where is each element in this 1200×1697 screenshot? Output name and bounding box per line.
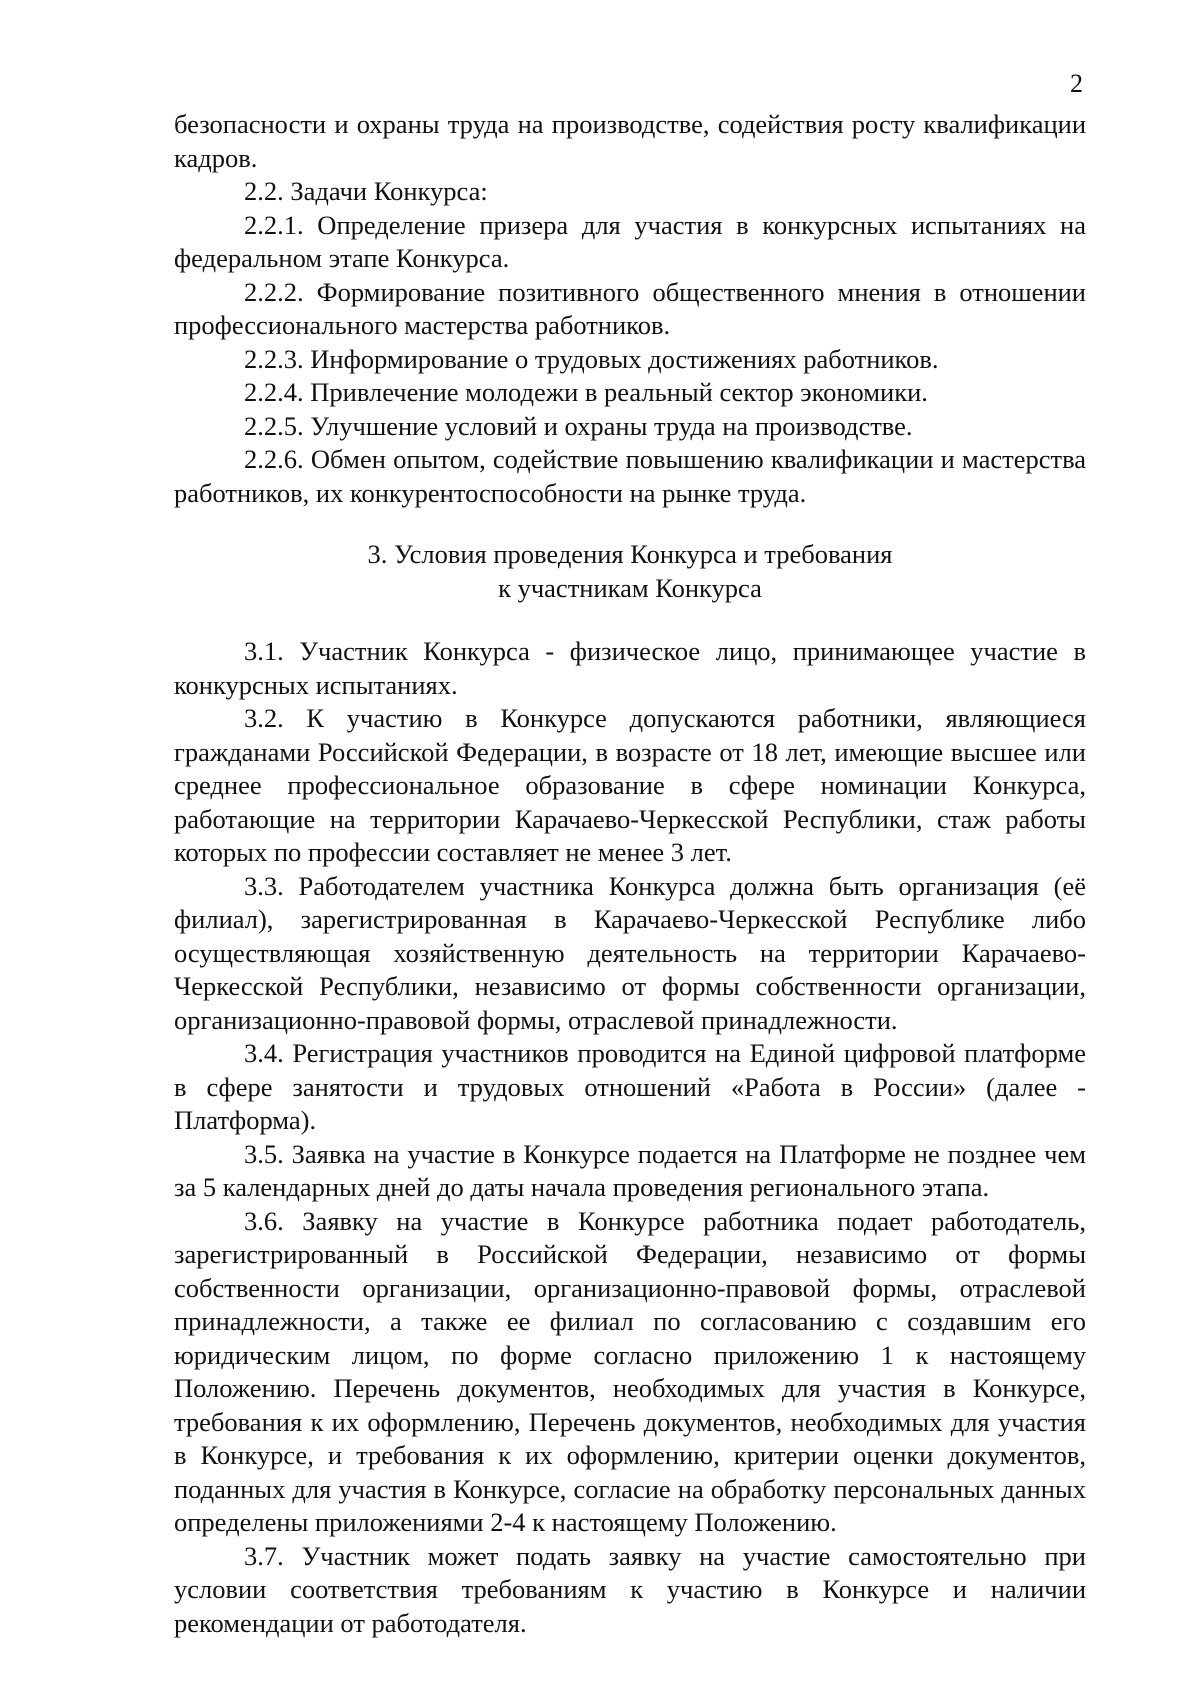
paragraph-2-2: 2.2. Задачи Конкурса: [244, 176, 488, 206]
paragraph-2-2-1: 2.2.1. Определение призера для участия в конкурсных испытаниях на федеральном этапе Конкурса. [174, 209, 1086, 273]
paragraph-2-2-4: 2.2.4. Привлечение молодежи в реальный сектор экономики. [244, 377, 928, 407]
paragraph-2-2-2: 2.2.2. Формирование позитивного общественного мнения в отношении профессионального мастерства работников. [174, 276, 1086, 340]
paragraph-continuation: безопасности и охраны труда на производстве, содействия росту квалификации кадров. [174, 109, 1086, 173]
section-heading [174, 538, 1086, 605]
paragraph-2-2-3: 2.2.3. Информирование о трудовых достижениях работников. [244, 343, 939, 374]
paragraph-3-7: 3.7. Участник может подать заявку на участие самостоятельно при условии соответствия требованиям к участию в Конкурсе и наличии рекомендации от работодателя. [174, 1540, 1086, 1638]
paragraph-3-4: 3.4. Регистрация участников проводится на Единой цифровой платформе в сфере занятости и трудовых отношений «Работа в России» (далее - Платформа). [174, 1038, 1086, 1135]
section-heading-line-2: к участникам Конкурса [498, 572, 762, 603]
paragraph-3-5: 3.5. Заявка на участие в Конкурсе подается на Платформе не позднее чем за 5 календарных дней до даты начала проведения регионального этапа. [174, 1138, 1086, 1202]
paragraph-2-2-5: 2.2.5. Улучшение условий и охраны труда на производстве. [244, 410, 913, 441]
paragraph-3-1: 3.1. Участник Конкурса - физическое лицо, принимающее участие в конкурсных испытаниях. [174, 636, 1086, 700]
paragraph-3-3: 3.3. Работодателем участника Конкурса должна быть организация (её филиал), зарегистрированная в Карачаево-Черкесской Республике либо осуществляющая хозяйственную деятельность на территории Карачаево-Черкесской Республики, независимо от формы собственности организации, организационно-правовой формы, отраслевой принадлежности. [174, 870, 1086, 1035]
paragraph-2-2-6: 2.2.6. Обмен опытом, содействие повышению квалификации и мастерства работников, их конкурентоспособности на рынке труда. [174, 444, 1086, 508]
document-body [174, 108, 1086, 1640]
paragraph-3-2: 3.2. К участию в Конкурсе допускаются работники, являющиеся гражданами Российской Федерации, в возрасте от 18 лет, имеющие высшее или среднее профессиональное образование в сфере номинации Конкурса, работающие на территории Карачаево-Черкесской Республики, стаж работы которых по профессии составляет не менее 3 лет. [174, 703, 1086, 867]
paragraph-3-6: 3.6. Заявку на участие в Конкурсе работника подает работодатель, зарегистрированный в Российской Федерации, независимо от формы собственности организации, организационно-правовой формы, отраслевой принадлежности, а также ее филиал по согласованию с создавшим его юридическим лицом, по форме согласно приложению 1 к настоящему Положению. Перечень документов, необходимых для участия в Конкурсе, требования к их оформлению, Перечень документов, необходимых для участия в Конкурсе, и требования к их оформлению, критерии оценки документов, поданных для участия в Конкурсе, согласие на обработку персональных данных определены приложениями 2-4 к настоящему Положению. [174, 1205, 1086, 1537]
section-heading-line-1: 3. Условия проведения Конкурса и требования [367, 539, 893, 569]
page-number: 2 [1070, 69, 1083, 98]
